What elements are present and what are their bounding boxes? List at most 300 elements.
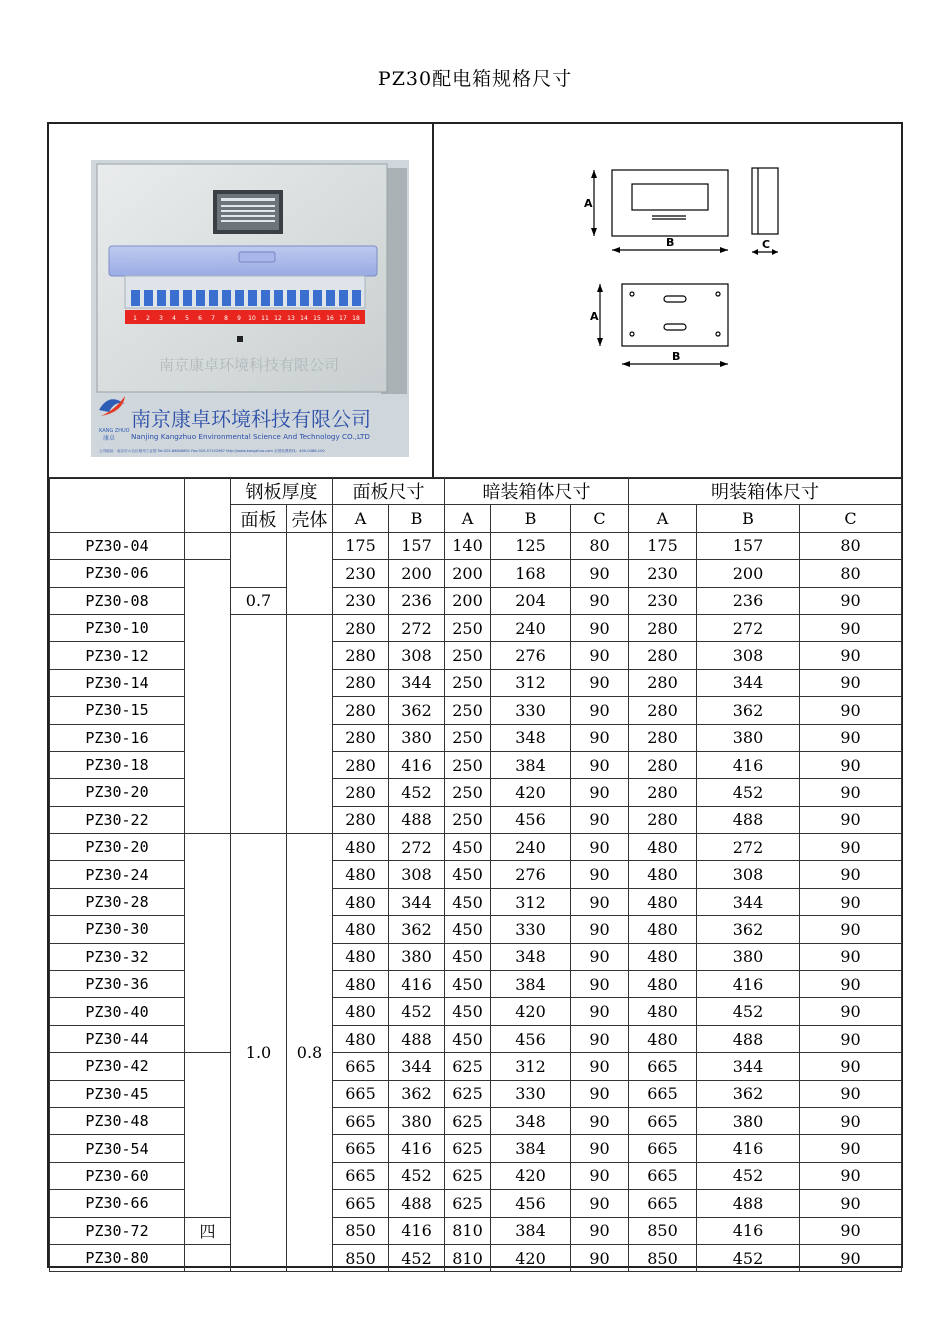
model-cell: PZ30-54: [50, 1135, 185, 1162]
value-cell-flush-a: 625: [445, 1080, 491, 1107]
table-row: [50, 1080, 902, 1107]
value-cell-flush-a: 450: [445, 1025, 491, 1052]
value-cell-flush-a: 450: [445, 971, 491, 998]
group-cell: [185, 560, 231, 834]
value-cell-panel-b: 488: [389, 1190, 445, 1217]
value-cell-flush-a: 625: [445, 1190, 491, 1217]
value-cell-surf-c: 90: [800, 834, 902, 861]
value-cell-flush-b: 330: [491, 1080, 571, 1107]
table-row: [50, 1190, 902, 1217]
value-cell-surf-a: 480: [629, 861, 697, 888]
header-panel-b: B: [389, 505, 445, 532]
value-cell-flush-c: 90: [571, 943, 629, 970]
value-cell-surf-b: 362: [697, 916, 800, 943]
value-cell-flush-a: 810: [445, 1244, 491, 1271]
header-panel: 面板: [231, 505, 287, 532]
value-cell-panel-a: 480: [333, 834, 389, 861]
header-flush-a: A: [445, 505, 491, 532]
value-cell-flush-b: 312: [491, 1053, 571, 1080]
value-cell-panel-b: 380: [389, 1107, 445, 1134]
value-cell-flush-c: 90: [571, 724, 629, 751]
value-cell-flush-c: 90: [571, 1053, 629, 1080]
value-cell-surf-b: 416: [697, 1135, 800, 1162]
value-cell-surf-a: 665: [629, 1135, 697, 1162]
value-cell-panel-b: 416: [389, 1217, 445, 1244]
table-row: [50, 1217, 902, 1244]
model-cell: PZ30-28: [50, 888, 185, 915]
model-cell: PZ30-60: [50, 1162, 185, 1189]
svg-text:9: 9: [237, 315, 241, 322]
value-cell-flush-c: 90: [571, 861, 629, 888]
header-flush-box-size: 暗装箱体尺寸: [445, 478, 629, 505]
value-cell-surf-b: 488: [697, 806, 800, 833]
value-cell-surf-b: 308: [697, 861, 800, 888]
table-row: [50, 943, 902, 970]
svg-text:16: 16: [326, 315, 334, 322]
value-cell-flush-c: 90: [571, 1025, 629, 1052]
value-cell-panel-b: 452: [389, 779, 445, 806]
value-cell-flush-a: 250: [445, 751, 491, 778]
shell-thickness-cell: [287, 532, 333, 614]
table-row: [50, 998, 902, 1025]
lock-button: [237, 336, 243, 342]
value-cell-surf-c: 90: [800, 642, 902, 669]
value-cell-flush-c: 90: [571, 971, 629, 998]
value-cell-panel-a: 665: [333, 1080, 389, 1107]
value-cell-surf-b: 416: [697, 1217, 800, 1244]
dim-a-rear: A: [590, 310, 599, 323]
header-surface-c: C: [800, 505, 902, 532]
model-cell: PZ30-42: [50, 1053, 185, 1080]
value-cell-surf-a: 665: [629, 1190, 697, 1217]
value-cell-surf-a: 280: [629, 751, 697, 778]
value-cell-flush-a: 625: [445, 1162, 491, 1189]
company-name: 南京康卓环境科技有限公司: [131, 407, 371, 431]
value-cell-panel-b: 362: [389, 916, 445, 943]
value-cell-flush-b: 456: [491, 806, 571, 833]
value-cell-surf-c: 90: [800, 1025, 902, 1052]
value-cell-panel-a: 665: [333, 1162, 389, 1189]
value-cell-surf-a: 665: [629, 1107, 697, 1134]
model-cell: PZ30-15: [50, 697, 185, 724]
value-cell-panel-a: 850: [333, 1244, 389, 1271]
value-cell-surf-b: 344: [697, 669, 800, 696]
value-cell-surf-b: 236: [697, 587, 800, 614]
value-cell-panel-b: 344: [389, 669, 445, 696]
value-cell-flush-a: 140: [445, 532, 491, 559]
value-cell-surf-b: 380: [697, 1107, 800, 1134]
header-panel-size: 面板尺寸: [333, 478, 445, 505]
svg-text:康卓: 康卓: [103, 435, 116, 442]
group-cell-four: 四: [185, 1217, 231, 1244]
value-cell-panel-a: 850: [333, 1217, 389, 1244]
table-row: [50, 834, 902, 861]
header-steel-thickness: 钢板厚度: [231, 478, 333, 505]
value-cell-surf-c: 90: [800, 1190, 902, 1217]
value-cell-flush-c: 90: [571, 587, 629, 614]
value-cell-flush-c: 90: [571, 614, 629, 641]
value-cell-panel-b: 344: [389, 1053, 445, 1080]
value-cell-flush-b: 276: [491, 642, 571, 669]
table-row: [50, 669, 902, 696]
value-cell-panel-b: 488: [389, 806, 445, 833]
value-cell-flush-a: 250: [445, 669, 491, 696]
value-cell-surf-a: 280: [629, 697, 697, 724]
image-row: [49, 124, 901, 479]
table-row: [50, 1107, 902, 1134]
value-cell-surf-b: 416: [697, 971, 800, 998]
svg-text:1: 1: [133, 315, 137, 322]
svg-text:5: 5: [185, 315, 189, 322]
value-cell-flush-b: 384: [491, 751, 571, 778]
value-cell-surf-a: 480: [629, 888, 697, 915]
svg-text:10: 10: [248, 315, 256, 322]
value-cell-panel-b: 272: [389, 614, 445, 641]
value-cell-panel-b: 272: [389, 834, 445, 861]
dimension-drawing: [574, 158, 824, 382]
value-cell-surf-a: 280: [629, 614, 697, 641]
value-cell-surf-b: 488: [697, 1190, 800, 1217]
value-cell-flush-c: 90: [571, 1190, 629, 1217]
dim-b-front: B: [666, 236, 675, 249]
value-cell-surf-b: 344: [697, 888, 800, 915]
value-cell-surf-c: 90: [800, 751, 902, 778]
panel-thickness-cell: [231, 532, 287, 587]
value-cell-surf-a: 480: [629, 971, 697, 998]
value-cell-panel-b: 308: [389, 642, 445, 669]
table-row: [50, 888, 902, 915]
value-cell-flush-c: 90: [571, 1244, 629, 1271]
value-cell-surf-c: 90: [800, 1135, 902, 1162]
model-cell: PZ30-72: [50, 1217, 185, 1244]
svg-text:4: 4: [172, 315, 176, 322]
value-cell-flush-b: 168: [491, 560, 571, 587]
value-cell-panel-b: 416: [389, 1135, 445, 1162]
svg-text:6: 6: [198, 315, 202, 322]
value-cell-surf-c: 90: [800, 614, 902, 641]
header-surface-b: B: [697, 505, 800, 532]
company-name-english: Nanjing Kangzhuo Environmental Science And Technology CO.,LTD: [131, 432, 370, 441]
image-divider: [432, 124, 434, 477]
value-cell-surf-c: 90: [800, 779, 902, 806]
model-cell: PZ30-24: [50, 861, 185, 888]
header-surface-a: A: [629, 505, 697, 532]
value-cell-surf-a: 280: [629, 724, 697, 751]
value-cell-surf-c: 90: [800, 1162, 902, 1189]
value-cell-surf-c: 90: [800, 1244, 902, 1271]
value-cell-flush-b: 240: [491, 614, 571, 641]
table-row: [50, 697, 902, 724]
value-cell-panel-a: 480: [333, 998, 389, 1025]
value-cell-panel-a: 480: [333, 971, 389, 998]
svg-text:2: 2: [146, 315, 150, 322]
value-cell-panel-b: 380: [389, 943, 445, 970]
side-view: [752, 168, 778, 234]
panel-thickness-cell: [231, 614, 287, 833]
value-cell-surf-a: 480: [629, 1025, 697, 1052]
svg-text:13: 13: [287, 315, 295, 322]
value-cell-surf-b: 380: [697, 724, 800, 751]
svg-text:18: 18: [352, 315, 360, 322]
value-cell-flush-c: 90: [571, 1080, 629, 1107]
value-cell-flush-c: 90: [571, 560, 629, 587]
front-view: [612, 170, 728, 236]
spec-sheet-frame: [47, 122, 903, 1268]
value-cell-panel-b: 452: [389, 1244, 445, 1271]
value-cell-surf-c: 90: [800, 1080, 902, 1107]
value-cell-surf-c: 90: [800, 724, 902, 751]
value-cell-panel-b: 488: [389, 1025, 445, 1052]
value-cell-flush-a: 450: [445, 861, 491, 888]
value-cell-panel-a: 175: [333, 532, 389, 559]
value-cell-surf-a: 665: [629, 1080, 697, 1107]
model-cell: PZ30-40: [50, 998, 185, 1025]
header-blank-model: [50, 478, 185, 533]
value-cell-panel-a: 480: [333, 943, 389, 970]
rear-view: [622, 284, 728, 346]
value-cell-surf-c: 90: [800, 916, 902, 943]
value-cell-panel-a: 480: [333, 916, 389, 943]
value-cell-flush-b: 125: [491, 532, 571, 559]
value-cell-flush-b: 330: [491, 697, 571, 724]
svg-text:14: 14: [300, 315, 308, 322]
value-cell-surf-c: 90: [800, 1107, 902, 1134]
value-cell-flush-b: 240: [491, 834, 571, 861]
value-cell-panel-a: 280: [333, 614, 389, 641]
table-row: [50, 642, 902, 669]
svg-text:12: 12: [274, 315, 282, 322]
value-cell-flush-a: 450: [445, 916, 491, 943]
value-cell-flush-c: 90: [571, 751, 629, 778]
value-cell-flush-c: 90: [571, 779, 629, 806]
value-cell-panel-a: 480: [333, 1025, 389, 1052]
model-cell: PZ30-20: [50, 779, 185, 806]
value-cell-surf-c: 90: [800, 806, 902, 833]
value-cell-panel-a: 230: [333, 587, 389, 614]
value-cell-panel-b: 362: [389, 697, 445, 724]
value-cell-panel-a: 665: [333, 1135, 389, 1162]
value-cell-surf-a: 280: [629, 806, 697, 833]
value-cell-panel-a: 280: [333, 751, 389, 778]
value-cell-surf-b: 157: [697, 532, 800, 559]
model-cell: PZ30-14: [50, 669, 185, 696]
table-row: [50, 861, 902, 888]
value-cell-surf-b: 344: [697, 1053, 800, 1080]
header-blank-group: [185, 478, 231, 533]
table-row: [50, 1162, 902, 1189]
value-cell-flush-c: 90: [571, 669, 629, 696]
dim-a-front: A: [584, 197, 593, 210]
value-cell-flush-b: 456: [491, 1025, 571, 1052]
value-cell-surf-b: 380: [697, 943, 800, 970]
value-cell-surf-a: 480: [629, 943, 697, 970]
model-cell: PZ30-10: [50, 614, 185, 641]
svg-text:7: 7: [211, 315, 215, 322]
value-cell-flush-a: 450: [445, 834, 491, 861]
model-cell: PZ30-04: [50, 532, 185, 559]
value-cell-flush-a: 250: [445, 697, 491, 724]
value-cell-surf-b: 452: [697, 779, 800, 806]
value-cell-flush-a: 625: [445, 1135, 491, 1162]
table-row: [50, 560, 902, 587]
table-row: [50, 806, 902, 833]
value-cell-flush-a: 450: [445, 943, 491, 970]
dim-b-rear: B: [672, 350, 681, 363]
value-cell-flush-c: 90: [571, 1217, 629, 1244]
shell-thickness-cell: [287, 614, 333, 833]
value-cell-surf-c: 90: [800, 943, 902, 970]
value-cell-surf-b: 452: [697, 1244, 800, 1271]
table-row: [50, 532, 902, 559]
value-cell-panel-a: 280: [333, 724, 389, 751]
value-cell-panel-b: 416: [389, 971, 445, 998]
model-cell: PZ30-66: [50, 1190, 185, 1217]
value-cell-surf-a: 480: [629, 834, 697, 861]
value-cell-panel-a: 665: [333, 1107, 389, 1134]
value-cell-flush-a: 250: [445, 642, 491, 669]
value-cell-surf-c: 90: [800, 998, 902, 1025]
value-cell-panel-b: 416: [389, 751, 445, 778]
model-cell: PZ30-32: [50, 943, 185, 970]
shell-thickness-0-8: 0.8: [287, 834, 333, 1272]
value-cell-panel-a: 480: [333, 861, 389, 888]
company-contact: 公司地址：南京市六合区雄州工业园 Tel:025-86606801 Fax:025-57102987 http://www.kangzhuo.com 全国免费热线：400-0488-100: [99, 449, 325, 453]
table-row: [50, 779, 902, 806]
table-row: [50, 1244, 902, 1271]
value-cell-flush-b: 348: [491, 943, 571, 970]
model-cell: PZ30-20: [50, 834, 185, 861]
model-cell: PZ30-36: [50, 971, 185, 998]
value-cell-surf-b: 362: [697, 697, 800, 724]
value-cell-flush-b: 384: [491, 1135, 571, 1162]
value-cell-flush-b: 420: [491, 779, 571, 806]
value-cell-surf-a: 850: [629, 1244, 697, 1271]
value-cell-surf-c: 90: [800, 888, 902, 915]
value-cell-flush-a: 250: [445, 724, 491, 751]
model-cell: PZ30-08: [50, 587, 185, 614]
value-cell-surf-a: 280: [629, 779, 697, 806]
model-cell: PZ30-16: [50, 724, 185, 751]
value-cell-panel-b: 452: [389, 998, 445, 1025]
distribution-box-photo: [91, 160, 409, 457]
svg-text:15: 15: [313, 315, 321, 322]
value-cell-surf-a: 230: [629, 560, 697, 587]
value-cell-flush-c: 90: [571, 1162, 629, 1189]
header-flush-c: C: [571, 505, 629, 532]
model-cell: PZ30-06: [50, 560, 185, 587]
value-cell-surf-a: 230: [629, 587, 697, 614]
value-cell-flush-c: 90: [571, 642, 629, 669]
value-cell-flush-a: 250: [445, 806, 491, 833]
value-cell-flush-c: 90: [571, 888, 629, 915]
value-cell-surf-c: 80: [800, 560, 902, 587]
value-cell-flush-b: 384: [491, 1217, 571, 1244]
value-cell-panel-a: 665: [333, 1190, 389, 1217]
value-cell-panel-a: 280: [333, 806, 389, 833]
value-cell-surf-c: 90: [800, 697, 902, 724]
value-cell-surf-c: 80: [800, 532, 902, 559]
value-cell-surf-b: 452: [697, 998, 800, 1025]
value-cell-flush-b: 420: [491, 998, 571, 1025]
model-cell: PZ30-80: [50, 1244, 185, 1271]
value-cell-surf-b: 488: [697, 1025, 800, 1052]
value-cell-surf-b: 200: [697, 560, 800, 587]
value-cell-flush-c: 80: [571, 532, 629, 559]
value-cell-surf-b: 272: [697, 614, 800, 641]
value-cell-flush-a: 250: [445, 614, 491, 641]
dim-c-side: C: [762, 238, 771, 251]
value-cell-flush-c: 90: [571, 834, 629, 861]
value-cell-flush-c: 90: [571, 806, 629, 833]
header-surface-box-size: 明装箱体尺寸: [629, 478, 902, 505]
value-cell-flush-c: 90: [571, 1107, 629, 1134]
value-cell-panel-b: 236: [389, 587, 445, 614]
header-flush-b: B: [491, 505, 571, 532]
value-cell-flush-c: 90: [571, 1135, 629, 1162]
svg-text:3: 3: [159, 315, 163, 322]
group-cell: [185, 532, 231, 559]
panel-thickness-1-0: 1.0: [231, 834, 287, 1272]
model-cell: PZ30-30: [50, 916, 185, 943]
header-panel-a: A: [333, 505, 389, 532]
group-cell: [185, 1053, 231, 1217]
value-cell-surf-c: 90: [800, 1053, 902, 1080]
table-row: [50, 614, 902, 641]
model-cell: PZ30-18: [50, 751, 185, 778]
value-cell-panel-a: 480: [333, 888, 389, 915]
value-cell-surf-c: 90: [800, 587, 902, 614]
svg-text:17: 17: [339, 315, 347, 322]
value-cell-surf-b: 416: [697, 751, 800, 778]
value-cell-flush-c: 90: [571, 697, 629, 724]
value-cell-flush-b: 204: [491, 587, 571, 614]
value-cell-panel-b: 452: [389, 1162, 445, 1189]
value-cell-surf-b: 452: [697, 1162, 800, 1189]
value-cell-flush-b: 420: [491, 1244, 571, 1271]
document-title: PZ30配电箱规格尺寸: [377, 68, 573, 90]
header-row-1: [50, 478, 902, 505]
table-row: [50, 751, 902, 778]
value-cell-panel-a: 665: [333, 1053, 389, 1080]
model-cell: PZ30-12: [50, 642, 185, 669]
header-shell: 壳体: [287, 505, 333, 532]
value-cell-panel-a: 280: [333, 669, 389, 696]
value-cell-flush-b: 312: [491, 888, 571, 915]
value-cell-panel-a: 280: [333, 779, 389, 806]
value-cell-flush-a: 625: [445, 1107, 491, 1134]
value-cell-panel-b: 200: [389, 560, 445, 587]
model-cell: PZ30-48: [50, 1107, 185, 1134]
value-cell-flush-a: 450: [445, 888, 491, 915]
group-cell: [185, 834, 231, 1053]
table-row: [50, 724, 902, 751]
value-cell-surf-a: 665: [629, 1053, 697, 1080]
spec-table: [49, 477, 902, 1272]
value-cell-panel-a: 280: [333, 697, 389, 724]
value-cell-panel-b: 157: [389, 532, 445, 559]
watermark-company-name: 南京康卓环境科技有限公司: [158, 356, 340, 374]
value-cell-flush-b: 456: [491, 1190, 571, 1217]
value-cell-flush-b: 420: [491, 1162, 571, 1189]
model-cell: PZ30-22: [50, 806, 185, 833]
svg-text:8: 8: [224, 315, 228, 322]
value-cell-flush-a: 250: [445, 779, 491, 806]
value-cell-flush-b: 276: [491, 861, 571, 888]
panel-thickness-0-7: 0.7: [231, 587, 287, 614]
value-cell-flush-b: 384: [491, 971, 571, 998]
svg-text:11: 11: [261, 315, 269, 322]
value-cell-surf-c: 90: [800, 1217, 902, 1244]
